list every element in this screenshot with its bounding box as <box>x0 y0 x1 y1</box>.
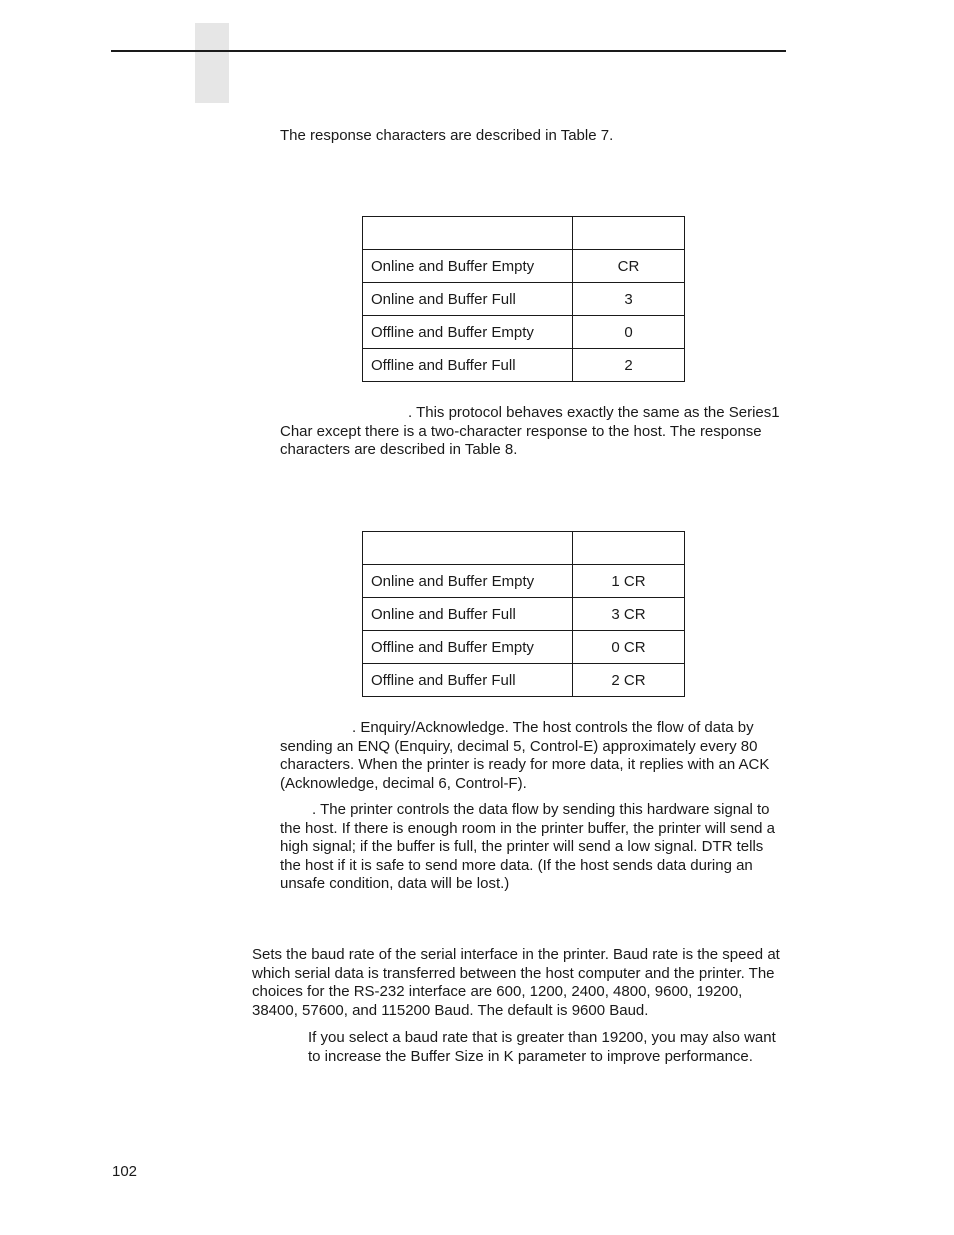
table-header-cell <box>573 532 685 565</box>
table-cell-state: Offline and Buffer Full <box>363 664 573 697</box>
dtr-paragraph: . The printer controls the data flow by sending this hardware signal to the host. If there is enough room in the printer buffer, the printer will send a high signal; if the buffer is full, the printer will send a low signal. DTR tells the host if it is safe to send more data. (If the host sends data during an unsafe condition, data will be lost.) <box>280 801 776 893</box>
table-cell-state: Online and Buffer Full <box>363 598 573 631</box>
baud-rate-paragraph: Sets the baud rate of the serial interface in the printer. Baud rate is the speed at which serial data is transferred between the host computer and the printer. The choices for the RS-232 interface are 600, 1200, 2400, 4800, 9600, 19200, 38400, 57600, and 115200 Baud. The default is 9600 Baud. <box>252 946 780 1019</box>
table-row <box>363 283 685 316</box>
table-header-row <box>363 532 685 565</box>
table-cell-response: CR <box>573 250 685 283</box>
table-row <box>363 349 685 382</box>
intro-paragraph: The response characters are described in Table 7. <box>280 127 614 144</box>
table-cell-state: Online and Buffer Full <box>363 283 573 316</box>
table-header-row <box>363 217 685 250</box>
table-cell-state: Offline and Buffer Empty <box>363 316 573 349</box>
chapter-tab <box>195 23 229 103</box>
table-row <box>363 664 685 697</box>
table-row <box>363 250 685 283</box>
response-table-8 <box>362 531 685 697</box>
enq-ack-paragraph: . Enquiry/Acknowledge. The host controls the flow of data by sending an ENQ (Enquiry, decimal 5, Control-E) approximately every 80 characters. When the printer is ready for more data, it replies with an ACK (Acknowledge, decimal 6, Control-F). <box>280 719 770 792</box>
table-cell-response: 0 CR <box>573 631 685 664</box>
table-cell-state: Online and Buffer Empty <box>363 250 573 283</box>
table-header-cell <box>363 217 573 250</box>
table-cell-response: 2 <box>573 349 685 382</box>
table-header-cell <box>363 532 573 565</box>
page-number: 102 <box>112 1163 138 1180</box>
table-cell-state: Offline and Buffer Empty <box>363 631 573 664</box>
table-cell-response: 1 CR <box>573 565 685 598</box>
header-rule <box>111 50 786 52</box>
table-cell-state: Online and Buffer Empty <box>363 565 573 598</box>
table-cell-response: 3 CR <box>573 598 685 631</box>
table-row <box>363 316 685 349</box>
response-table-7 <box>362 216 685 382</box>
table-cell-response: 3 <box>573 283 685 316</box>
table-cell-response: 2 CR <box>573 664 685 697</box>
series1-string-paragraph: . This protocol behaves exactly the same as the Series1 Char except there is a two-character response to the host. The response characters are described in Table 8. <box>280 404 780 459</box>
table-cell-response: 0 <box>573 316 685 349</box>
table-row <box>363 631 685 664</box>
table-header-cell <box>573 217 685 250</box>
table-row <box>363 598 685 631</box>
table-row <box>363 565 685 598</box>
note-paragraph: If you select a baud rate that is greater than 19200, you may also want to increase the Buffer Size in K parameter to improve performance. <box>308 1029 776 1065</box>
table-cell-state: Offline and Buffer Full <box>363 349 573 382</box>
